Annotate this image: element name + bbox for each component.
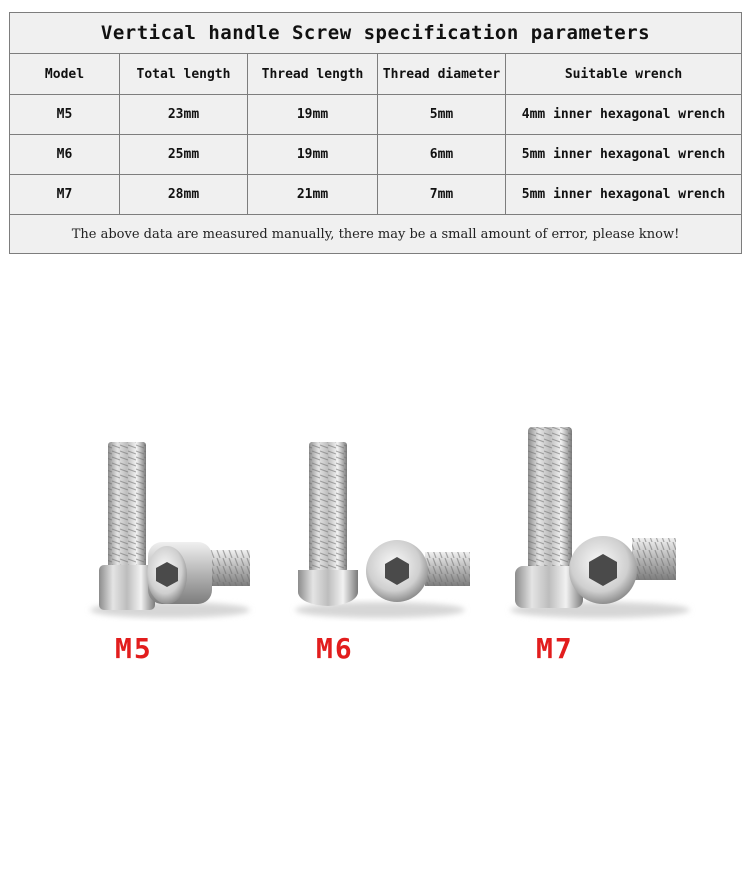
cell-model: M5: [10, 95, 120, 135]
screw-m5: [90, 442, 250, 618]
table-title: Vertical handle Screw specification parameters: [10, 13, 742, 54]
product-photo: [0, 270, 750, 875]
label-m7: M7: [536, 632, 574, 665]
cell-thread-length: 21mm: [248, 175, 378, 215]
cell-thread-diameter: 6mm: [378, 135, 506, 175]
column-header-model: Model: [10, 54, 120, 95]
cell-total-length: 28mm: [120, 175, 248, 215]
cell-thread-length: 19mm: [248, 95, 378, 135]
column-header-total-length: Total length: [120, 54, 248, 95]
cell-thread-diameter: 7mm: [378, 175, 506, 215]
cell-suitable-wrench: 4mm inner hexagonal wrench: [506, 95, 742, 135]
cell-thread-diameter: 5mm: [378, 95, 506, 135]
table-row: [10, 175, 742, 215]
screw-m6: [295, 442, 470, 618]
table-row: [10, 135, 742, 175]
column-header-thread-length: Thread length: [248, 54, 378, 95]
cell-total-length: 23mm: [120, 95, 248, 135]
screw-photo-illustration: [0, 270, 750, 875]
spec-table: [9, 12, 742, 254]
cell-model: M7: [10, 175, 120, 215]
cell-total-length: 25mm: [120, 135, 248, 175]
cell-thread-length: 19mm: [248, 135, 378, 175]
cell-suitable-wrench: 5mm inner hexagonal wrench: [506, 135, 742, 175]
label-m6: M6: [316, 632, 354, 665]
label-m5: M5: [115, 632, 153, 665]
cell-model: M6: [10, 135, 120, 175]
table-row: [10, 95, 742, 135]
cell-suitable-wrench: 5mm inner hexagonal wrench: [506, 175, 742, 215]
screw-m7: [510, 427, 690, 618]
table-note: The above data are measured manually, there may be a small amount of error, please know!: [10, 215, 742, 254]
column-header-suitable-wrench: Suitable wrench: [506, 54, 742, 95]
column-header-thread-diameter: Thread diameter: [378, 54, 506, 95]
